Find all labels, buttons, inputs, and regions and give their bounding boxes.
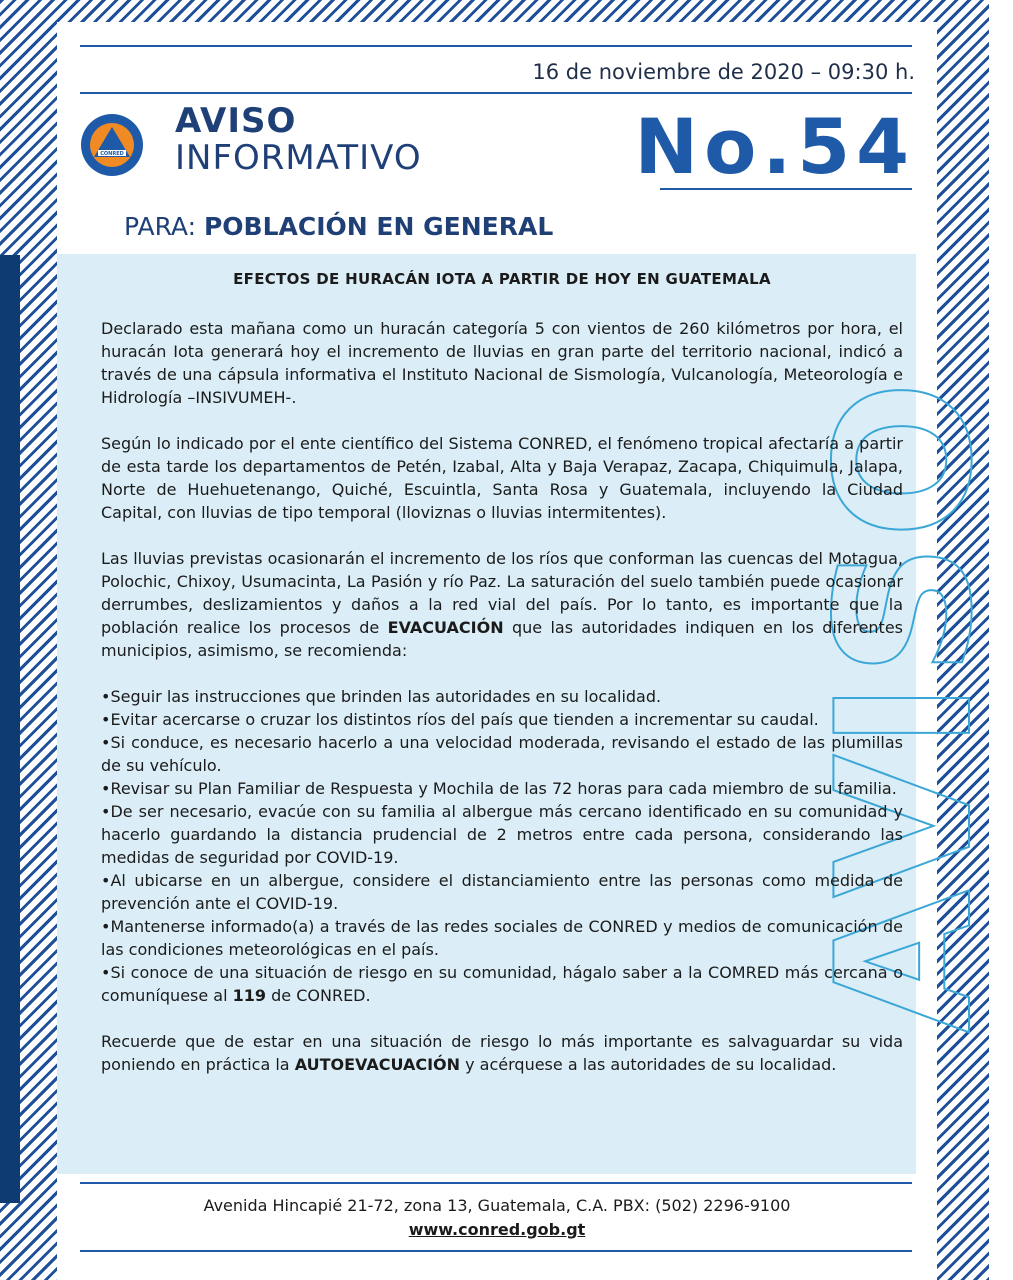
paragraph-1: Declarado esta mañana como un huracán categoría 5 con vientos de 260 kilómetros por hora, el huracán Iota generará hoy el incremento de lluvias en gran parte del territorio nacional, indicó a través de una cápsula informativa el Instituto Nacional de Sismología, Vulcanología, Meteorología e Hidrología –INSIVUMEH-.: [101, 319, 903, 407]
list-item: •De ser necesario, evacúe con su familia al albergue más cercano identificado en su comunidad y hacerlo guardando la distancia prudencial de 2 metros entre cada persona, considerando las medidas de seguridad por COVID-19.: [101, 802, 903, 867]
footer-address: Avenida Hincapié 21-72, zona 13, Guatemala, C.A. PBX: (502) 2296-9100: [203, 1196, 791, 1215]
notice-date: 16 de noviembre de 2020 – 09:30 h.: [532, 60, 915, 84]
headline: EFECTOS DE HURACÁN IOTA A PARTIR DE HOY EN GUATEMALA: [233, 270, 771, 288]
list-item-text-b: de CONRED.: [266, 986, 371, 1005]
list-item-text-a: •Si conoce de una situación de riesgo en su comunidad, hágalo saber a la COMRED más cercana o comuníquese al: [101, 963, 903, 1005]
notice-title-aviso: AVISO: [175, 101, 297, 141]
emergency-number: 119: [232, 986, 267, 1005]
audience-value: POBLACIÓN EN GENERAL: [203, 212, 554, 241]
recommendation-list: [101, 685, 903, 1007]
paragraph-2: Según lo indicado por el ente científico del Sistema CONRED, el fenómeno tropical afectaría a partir de esta tarde los departamentos de Petén, Izabal, Alta y Baja Verapaz, Zacapa, Chiquimula, Jalapa, Norte de Huehuetenango, Quiché, Escuintla, Santa Rosa y Guatemala, incluyendo la Ciudad Capital, con lluvias de tipo temporal (lloviznas o lluvias intermitentes).: [101, 434, 903, 522]
list-item: •Si conduce, es necesario hacerlo a una velocidad moderada, revisando el estado de las plumillas de su vehículo.: [101, 733, 903, 775]
autoevacuation-emphasis: AUTOEVACUACIÓN: [294, 1055, 461, 1074]
paragraph-3-text-a: Las lluvias previstas ocasionarán el incremento de los ríos que conforman las cuencas del Motagua, Polochic, Chixoy, Usumacinta, La Pasión y río Paz. La saturación del suelo también puede ocasionar derrumbes, deslizamientos y daños a la red vial del país. Por lo tanto, es importante que la población realice los procesos de: [101, 549, 903, 637]
notice-title-informativo: INFORMATIVO: [175, 138, 422, 178]
website-link[interactable]: www.conred.gob.gt: [408, 1220, 586, 1239]
list-item: •Seguir las instrucciones que brinden las autoridades en su localidad.: [101, 687, 662, 706]
notice-number: No.54: [634, 102, 915, 191]
list-item: •Mantenerse informado(a) a través de las redes sociales de CONRED y medios de comunicación de las condiciones meteorológicas en el país.: [101, 917, 903, 959]
logo-text: CONRED: [100, 151, 124, 157]
paragraph-3-text-b: que las autoridades indiquen en los diferentes municipios, asimismo, se recomienda:: [101, 618, 904, 660]
aviso-watermark: AVISO: [796, 376, 1013, 1034]
paragraph-3: [101, 547, 903, 662]
list-item: [101, 961, 903, 1007]
closing-text-b: y acérquese a las autoridades de su localidad.: [460, 1055, 837, 1074]
evacuation-emphasis: EVACUACIÓN: [387, 618, 504, 637]
notice-body: [101, 268, 903, 1099]
list-item: •Revisar su Plan Familiar de Respuesta y Mochila de las 72 horas para cada miembro de su familia.: [101, 779, 897, 798]
audience-label: PARA:: [124, 212, 197, 241]
closing-paragraph: [101, 1030, 903, 1076]
bottom-divider: [80, 1250, 912, 1252]
list-item: •Al ubicarse en un albergue, considere el distanciamiento entre las personas como medida de prevención ante el COVID-19.: [101, 871, 903, 913]
left-accent-bar: [0, 255, 20, 1203]
list-item: •Evitar acercarse o cruzar los distintos ríos del país que tienden a incrementar su caudal.: [101, 710, 819, 729]
closing-text-a: Recuerde que de estar en una situación de riesgo lo más importante es salvaguardar su vida poniendo en práctica la: [101, 1032, 903, 1074]
